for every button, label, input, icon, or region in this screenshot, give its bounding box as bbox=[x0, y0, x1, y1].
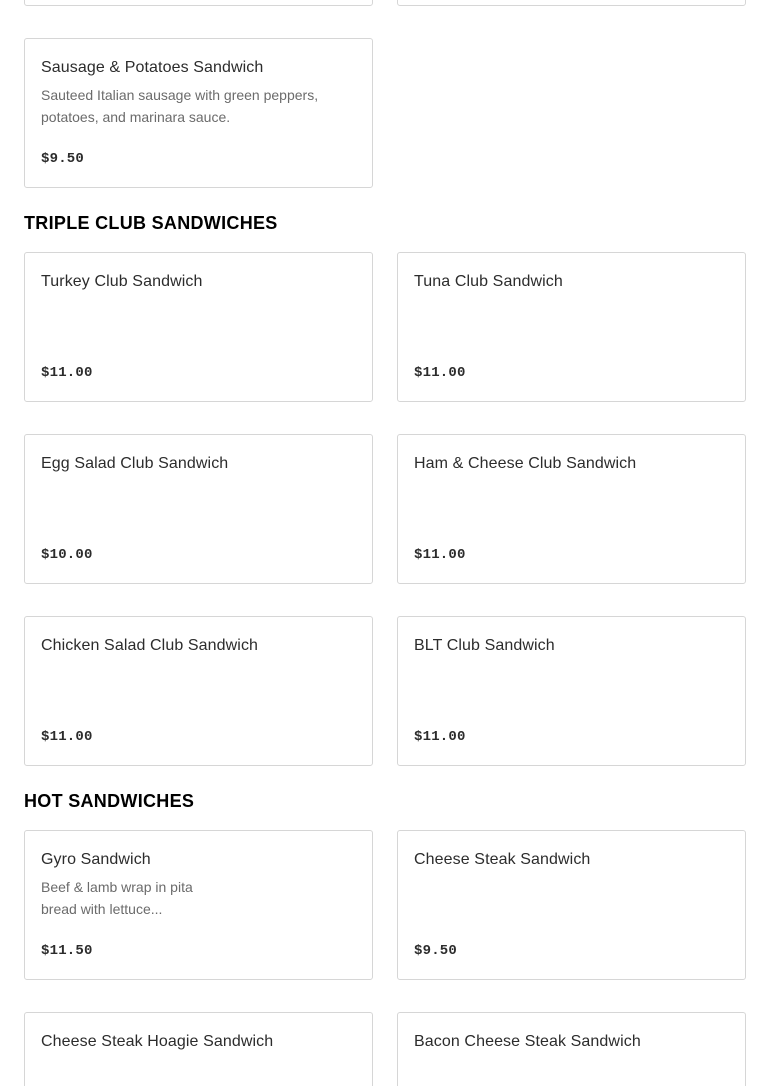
section-heading-triple-club: TRIPLE CLUB SANDWICHES bbox=[24, 213, 278, 233]
menu-item-card-gyro[interactable] bbox=[24, 830, 373, 980]
item-name: Gyro Sandwich bbox=[41, 851, 151, 868]
item-name: BLT Club Sandwich bbox=[414, 637, 555, 654]
item-price: $9.50 bbox=[414, 943, 458, 959]
item-name: Turkey Club Sandwich bbox=[41, 273, 203, 290]
menu-item-card-blt-club[interactable] bbox=[397, 616, 746, 766]
item-name: Cheese Steak Sandwich bbox=[414, 851, 591, 868]
item-name: Sausage & Potatoes Sandwich bbox=[41, 59, 264, 76]
menu-item-card-turkey-club[interactable] bbox=[24, 252, 373, 402]
item-description: Beef & lamb wrap in pita bread with lettuce... bbox=[41, 879, 193, 917]
menu-item-card[interactable] bbox=[397, 0, 746, 6]
item-price: $10.00 bbox=[41, 547, 93, 563]
item-name: Bacon Cheese Steak Sandwich bbox=[414, 1033, 641, 1050]
item-name: Egg Salad Club Sandwich bbox=[41, 455, 229, 472]
menu-item-card-bacon-cheese-steak[interactable] bbox=[397, 1012, 746, 1086]
item-price: $11.00 bbox=[414, 729, 466, 745]
item-price: $9.50 bbox=[41, 151, 85, 167]
menu-item-card-sausage-potatoes[interactable] bbox=[24, 38, 373, 188]
item-price: $11.00 bbox=[414, 547, 466, 563]
item-price: $11.00 bbox=[41, 365, 93, 381]
section-heading-hot-sandwiches: HOT SANDWICHES bbox=[24, 791, 195, 811]
item-description: Sauteed Italian sausage with green peppers, potatoes, and marinara sauce. bbox=[41, 87, 319, 125]
item-price: $11.50 bbox=[41, 943, 93, 959]
item-name: Tuna Club Sandwich bbox=[414, 273, 563, 290]
menu-item-card-chicken-salad-club[interactable] bbox=[24, 616, 373, 766]
menu-item-card-cheese-steak[interactable] bbox=[397, 830, 746, 980]
menu-item-card-ham-cheese-club[interactable] bbox=[397, 434, 746, 584]
menu-item-card-tuna-club[interactable] bbox=[397, 252, 746, 402]
item-name: Cheese Steak Hoagie Sandwich bbox=[41, 1033, 274, 1050]
item-name: Chicken Salad Club Sandwich bbox=[41, 637, 259, 654]
item-price: $11.00 bbox=[41, 729, 93, 745]
item-name: Ham & Cheese Club Sandwich bbox=[414, 455, 637, 472]
menu-item-card[interactable] bbox=[24, 0, 373, 6]
menu-item-card-egg-salad-club[interactable] bbox=[24, 434, 373, 584]
menu-item-card-cheese-steak-hoagie[interactable] bbox=[24, 1012, 373, 1086]
item-price: $11.00 bbox=[414, 365, 466, 381]
